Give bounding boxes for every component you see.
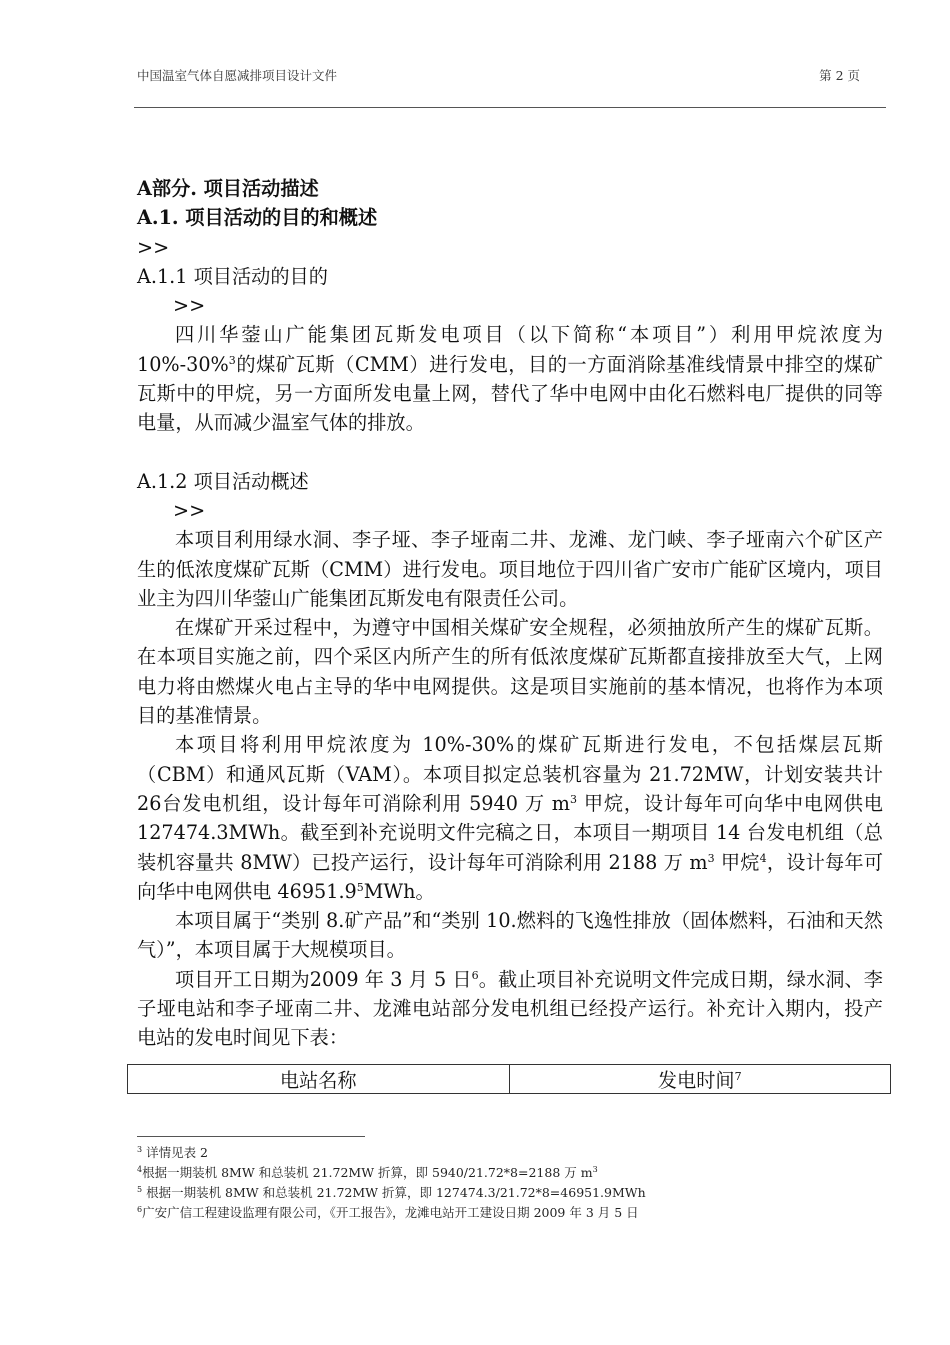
footnote-5: $^5$ 根据一期装机 8MW 和总装机 21.72MW 折算，即 127474.3/21.72*8=46951.9MWh [137,1185,646,1200]
placeholder-arrow: >> [173,294,206,318]
header-doc-title: 中国温室气体自愿减排项目设计文件 [137,68,338,83]
placeholder-arrow: >> [137,235,170,259]
a12-paragraph-3: 本项目将利用甲烷浓度为 10%-30%的煤矿瓦斯进行发电，不包括煤层瓦斯（CBM）和通风瓦斯（VAM）。本项目拟定总装机容量为 21.72MW，计划安装共计26台发电机组，设计每年可消除利用 5940 万 $m^3$ 甲烷，设计每年可向华中电网供电 127474.3MWh。截至到补充说明文件完稿之日，本项目一期项目 14 台发电机组（总装机容量共 8MW）已投产运行，设计每年可消除利用 2188 万 $m^3$ 甲烷$^4$，设计每年可向华中电网供电 46951.9$^5$MWh。 [137,733,884,903]
a12-paragraph-1: 本项目利用绿水洞、李子垭、李子垭南二井、龙滩、龙门峡、李子垭南六个矿区产生的低浓度煤矿瓦斯（CMM）进行发电。项目地位于四川省广安市广能矿区境内，项目业主为四川华蓥山广能集团瓦斯发电有限责任公司。 [137,528,883,610]
part-a-title: A部分. 项目活动描述 [137,177,319,200]
a12-paragraph-4: 本项目属于“类别 8.矿产品”和“类别 10.燃料的飞逸性排放（固体燃料，石油和天然气）”，本项目属于大规模项目。 [137,909,883,962]
section-a11-title: A.1.1 项目活动的目的 [137,264,328,288]
footnote-divider [137,1136,365,1137]
a12-paragraph-2: 在煤矿开采过程中，为遵守中国相关煤矿安全规程，必须抽放所产生的煤矿瓦斯。在本项目实施之前，四个采区内所产生的所有低浓度煤矿瓦斯都直接排放至大气，上网电力将由燃煤火电占主导的华中电网提供。这是项目实施前的基本情况，也将作为本项目的基准情景。 [137,616,883,728]
footnote-3: $^3$ 详情见表 2 [137,1145,208,1160]
col-station-name: 电站名称 [128,1065,510,1094]
a12-paragraph-5: 项目开工日期为2009 年 3 月 5 日$^6$。截止项目补充说明文件完成日期，绿水洞、李子垭电站和李子垭南二井、龙滩电站部分发电机组已经投产运行。补充计入期内，投产电站的发电时间见下表： [137,967,883,1050]
header-divider [134,107,886,108]
footnote-6: $^6$广安广信工程建设监理有限公司，《开工报告》，龙滩电站开工建设日期 2009 年 3 月 5 日 [137,1205,639,1220]
table-header-row [128,1065,891,1094]
footnote-4: $^4$根据一期装机 8MW 和总装机 21.72MW 折算，即 5940/21.72*8=2188 万 $m^3$ [137,1165,598,1180]
a11-paragraph: 四川华蓥山广能集团瓦斯发电项目（以下简称“本项目”）利用甲烷浓度为 10%-30%$^3$的煤矿瓦斯（CMM）进行发电，目的一方面消除基准线情景中排空的煤矿瓦斯中的甲烷，另一方面所发电量上网，替代了华中电网中由化石燃料电厂提供的同等电量，从而减少温室气体的排放。 [137,323,883,435]
footnotes [137,1143,883,1223]
header-page-number: 第 2 页 [819,68,860,83]
main-content [137,174,883,1053]
placeholder-arrow: >> [173,498,206,522]
generation-time-table [127,1064,891,1094]
section-a1-title: A.1. 项目活动的目的和概述 [137,206,378,230]
col-generation-time: 发电时间$^7$ [509,1065,891,1094]
section-a12-title: A.1.2 项目活动概述 [137,469,309,493]
page-header [137,66,884,90]
